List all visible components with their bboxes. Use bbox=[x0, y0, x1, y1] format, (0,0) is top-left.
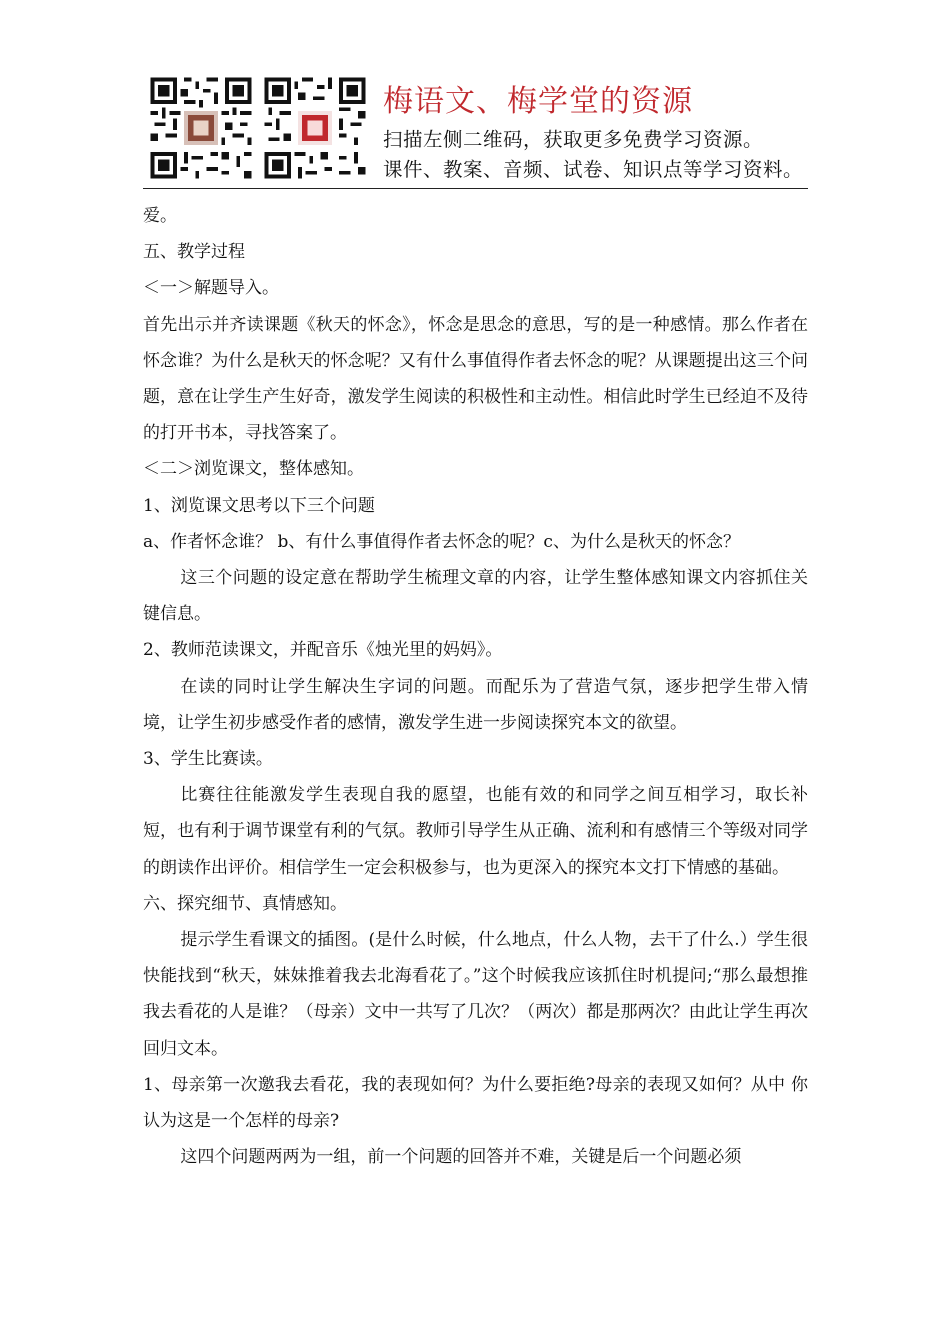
list-item: 3、学生比赛读。 bbox=[143, 749, 273, 770]
list-item: 2、教师范读课文，并配音乐《烛光里的妈妈》。 bbox=[143, 640, 503, 661]
qr-code-icon[interactable] bbox=[147, 74, 255, 182]
section-heading: 五、教学过程 bbox=[143, 242, 245, 263]
qr-code-icon[interactable] bbox=[261, 74, 369, 182]
subsection-heading: ＜一＞解题导入。 bbox=[143, 278, 279, 299]
list-item: 1、母亲第一次邀我去看花，我的表现如何？为什么要拒绝?母亲的表现又如何？从中 你认为这是一个怎样的母亲? bbox=[143, 1074, 808, 1132]
header-banner bbox=[143, 70, 808, 186]
subsection-heading: ＜二＞浏览课文，整体感知。 bbox=[143, 459, 364, 480]
header-subtitle-line1: 扫描左侧二维码，获取更多免费学习资源。 bbox=[383, 128, 764, 151]
paragraph: 首先出示并齐读课题《秋天的怀念》，怀念是思念的意思，写的是一种感情。那么作者在怀念谁？为什么是秋天的怀念呢？又有什么事值得作者去怀念的呢？从课题提出这三个问题，意在让学生产生好奇，激发学生阅读的积极性和主动性。相信此时学生已经迫不及待的打开书本，寻找答案了。 bbox=[143, 314, 808, 444]
paragraph: 在读的同时让学生解决生字词的问题。而配乐为了营造气氛，逐步把学生带入情境，让学生初步感受作者的感情，激发学生进一步阅读探究本文的欲望。 bbox=[143, 676, 808, 733]
document-body bbox=[143, 198, 808, 1175]
paragraph: 这四个问题两两为一组，前一个问题的回答并不难，关键是后一个问题必须 bbox=[180, 1147, 742, 1168]
paragraph: 比赛往往能激发学生表现自我的愿望，也能有效的和同学之间互相学习，取长补短，也有利于调节课堂有利的气氛。教师引导学生从正确、流利和有感情三个等级对同学的朗读作出评价。相信学生一定会积极参与，也为更深入的探究本文打下情感的基础。 bbox=[143, 785, 808, 878]
paragraph: 爱。 bbox=[143, 206, 177, 226]
paragraph: 提示学生看课文的插图。(是什么时候，什么地点，什么人物，去干了什么.）学生很快能找到“秋天，妹妹推着我去北海看花了。”这个时候我应该抓住时机提问;“那么最想推我去看花的人是谁？（母亲）文中一共写了几次？（两次）都是那两次？由此让学生再次回归文本。 bbox=[143, 930, 808, 1059]
paragraph: 这三个问题的设定意在帮助学生梳理文章的内容，让学生整体感知课文内容抓住关键信息。 bbox=[143, 568, 808, 625]
list-item: 1、浏览课文思考以下三个问题 bbox=[143, 495, 375, 516]
header-subtitle-line2: 课件、教案、音频、试卷、知识点等学习资料。 bbox=[383, 158, 804, 181]
header-divider bbox=[143, 188, 808, 189]
brand-title: 梅语文、梅学堂的资源 bbox=[383, 84, 693, 119]
list-item: a、作者怀念谁？ b、有什么事值得作者去怀念的呢？c、为什么是秋天的怀念？ bbox=[143, 531, 740, 552]
section-heading: 六、探究细节、真情感知。 bbox=[143, 893, 347, 914]
